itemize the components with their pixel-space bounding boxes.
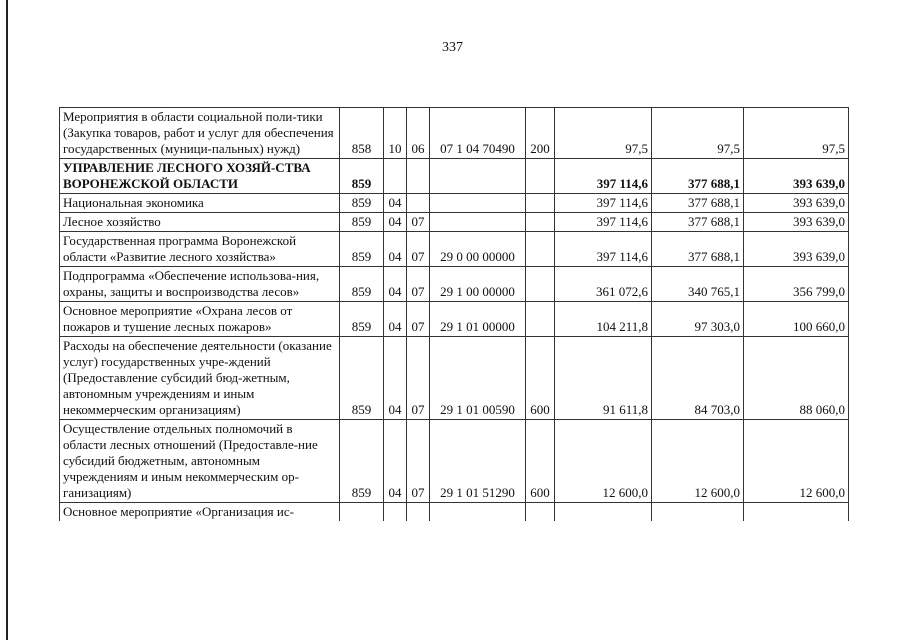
cell-subsection: 07 xyxy=(407,213,430,232)
cell-expense-type xyxy=(526,159,555,194)
cell-expense-type xyxy=(526,267,555,302)
cell-name: Подпрограмма «Обеспечение использова-ния, охраны, защиты и воспроизводства лесов» xyxy=(60,267,340,302)
cell-amount-year-1: 397 114,6 xyxy=(555,213,652,232)
cell-amount-year-1 xyxy=(555,503,652,522)
table-row xyxy=(60,267,849,302)
cell-target-article: 07 1 04 70490 xyxy=(430,108,526,159)
cell-amount-year-3: 356 799,0 xyxy=(744,267,849,302)
cell-ministry-code: 859 xyxy=(340,159,384,194)
scan-edge-line xyxy=(6,0,8,640)
cell-amount-year-1: 397 114,6 xyxy=(555,159,652,194)
cell-amount-year-2 xyxy=(652,503,744,522)
cell-subsection: 06 xyxy=(407,108,430,159)
cell-target-article: 29 1 00 00000 xyxy=(430,267,526,302)
cell-amount-year-1: 91 611,8 xyxy=(555,337,652,420)
cell-subsection xyxy=(407,194,430,213)
table-row xyxy=(60,159,849,194)
cell-amount-year-2: 377 688,1 xyxy=(652,232,744,267)
cell-section xyxy=(384,503,407,522)
cell-expense-type: 600 xyxy=(526,420,555,503)
table-row xyxy=(60,302,849,337)
cell-ministry-code: 859 xyxy=(340,267,384,302)
cell-name: Лесное хозяйство xyxy=(60,213,340,232)
table-row xyxy=(60,232,849,267)
cell-amount-year-1: 397 114,6 xyxy=(555,194,652,213)
cell-name: Расходы на обеспечение деятельности (оказание услуг) государственных учре-ждений (Предоставление субсидий бюд-жетным, автономным учреждениям и иным некоммерческим организациям) xyxy=(60,337,340,420)
budget-table xyxy=(59,107,849,521)
cell-section: 04 xyxy=(384,302,407,337)
cell-amount-year-3: 97,5 xyxy=(744,108,849,159)
cell-amount-year-3: 12 600,0 xyxy=(744,420,849,503)
cell-name: Государственная программа Воронежской области «Развитие лесного хозяйства» xyxy=(60,232,340,267)
cell-section: 10 xyxy=(384,108,407,159)
table-row xyxy=(60,108,849,159)
cell-amount-year-3: 88 060,0 xyxy=(744,337,849,420)
page-number: 337 xyxy=(442,40,463,55)
table-row xyxy=(60,337,849,420)
cell-expense-type: 200 xyxy=(526,108,555,159)
cell-target-article xyxy=(430,194,526,213)
table-row xyxy=(60,420,849,503)
cell-amount-year-1: 12 600,0 xyxy=(555,420,652,503)
cell-ministry-code: 859 xyxy=(340,232,384,267)
cell-target-article: 29 1 01 00000 xyxy=(430,302,526,337)
cell-ministry-code: 859 xyxy=(340,420,384,503)
cell-amount-year-2: 377 688,1 xyxy=(652,213,744,232)
cell-section: 04 xyxy=(384,337,407,420)
cell-amount-year-2: 340 765,1 xyxy=(652,267,744,302)
cell-ministry-code: 859 xyxy=(340,194,384,213)
cell-target-article xyxy=(430,159,526,194)
cell-subsection: 07 xyxy=(407,267,430,302)
cell-subsection: 07 xyxy=(407,232,430,267)
table-row xyxy=(60,503,849,522)
cell-amount-year-2: 84 703,0 xyxy=(652,337,744,420)
cell-section xyxy=(384,159,407,194)
cell-amount-year-3: 100 660,0 xyxy=(744,302,849,337)
cell-section: 04 xyxy=(384,232,407,267)
cell-name: Мероприятия в области социальной поли-тики (Закупка товаров, работ и услуг для обеспечения государственных (муници-пальных) нужд) xyxy=(60,108,340,159)
cell-ministry-code: 858 xyxy=(340,108,384,159)
cell-amount-year-3: 393 639,0 xyxy=(744,159,849,194)
cell-section: 04 xyxy=(384,194,407,213)
cell-subsection xyxy=(407,503,430,522)
cell-section: 04 xyxy=(384,213,407,232)
cell-amount-year-2: 12 600,0 xyxy=(652,420,744,503)
cell-section: 04 xyxy=(384,420,407,503)
cell-ministry-code: 859 xyxy=(340,213,384,232)
cell-name: Основное мероприятие «Охрана лесов от пожаров и тушение лесных пожаров» xyxy=(60,302,340,337)
cell-subsection: 07 xyxy=(407,420,430,503)
cell-amount-year-2: 97 303,0 xyxy=(652,302,744,337)
cell-subsection xyxy=(407,159,430,194)
cell-subsection: 07 xyxy=(407,337,430,420)
cell-amount-year-2: 97,5 xyxy=(652,108,744,159)
cell-expense-type: 600 xyxy=(526,337,555,420)
cell-amount-year-2: 377 688,1 xyxy=(652,159,744,194)
cell-target-article: 29 0 00 00000 xyxy=(430,232,526,267)
table-row xyxy=(60,213,849,232)
budget-table-body xyxy=(60,108,849,522)
cell-amount-year-3 xyxy=(744,503,849,522)
cell-target-article xyxy=(430,213,526,232)
cell-name: Национальная экономика xyxy=(60,194,340,213)
cell-subsection: 07 xyxy=(407,302,430,337)
cell-ministry-code: 859 xyxy=(340,302,384,337)
cell-section: 04 xyxy=(384,267,407,302)
cell-ministry-code: 859 xyxy=(340,337,384,420)
cell-name: Осуществление отдельных полномочий в области лесных отношений (Предоставле-ние субсидий бюджетным, автономным учреждениям и иным некоммерческим ор-ганизациям) xyxy=(60,420,340,503)
cell-expense-type xyxy=(526,503,555,522)
cell-amount-year-2: 377 688,1 xyxy=(652,194,744,213)
cell-name: УПРАВЛЕНИЕ ЛЕСНОГО ХОЗЯЙ-СТВА ВОРОНЕЖСКОЙ ОБЛАСТИ xyxy=(60,159,340,194)
cell-target-article: 29 1 01 00590 xyxy=(430,337,526,420)
cell-amount-year-1: 361 072,6 xyxy=(555,267,652,302)
cell-amount-year-3: 393 639,0 xyxy=(744,194,849,213)
cell-amount-year-1: 397 114,6 xyxy=(555,232,652,267)
cell-expense-type xyxy=(526,213,555,232)
cell-amount-year-3: 393 639,0 xyxy=(744,213,849,232)
cell-expense-type xyxy=(526,194,555,213)
cell-expense-type xyxy=(526,232,555,267)
cell-amount-year-3: 393 639,0 xyxy=(744,232,849,267)
cell-target-article: 29 1 01 51290 xyxy=(430,420,526,503)
cell-target-article xyxy=(430,503,526,522)
cell-amount-year-1: 97,5 xyxy=(555,108,652,159)
cell-name: Основное мероприятие «Организация ис- xyxy=(60,503,340,522)
cell-ministry-code xyxy=(340,503,384,522)
cell-amount-year-1: 104 211,8 xyxy=(555,302,652,337)
table-row xyxy=(60,194,849,213)
cell-expense-type xyxy=(526,302,555,337)
